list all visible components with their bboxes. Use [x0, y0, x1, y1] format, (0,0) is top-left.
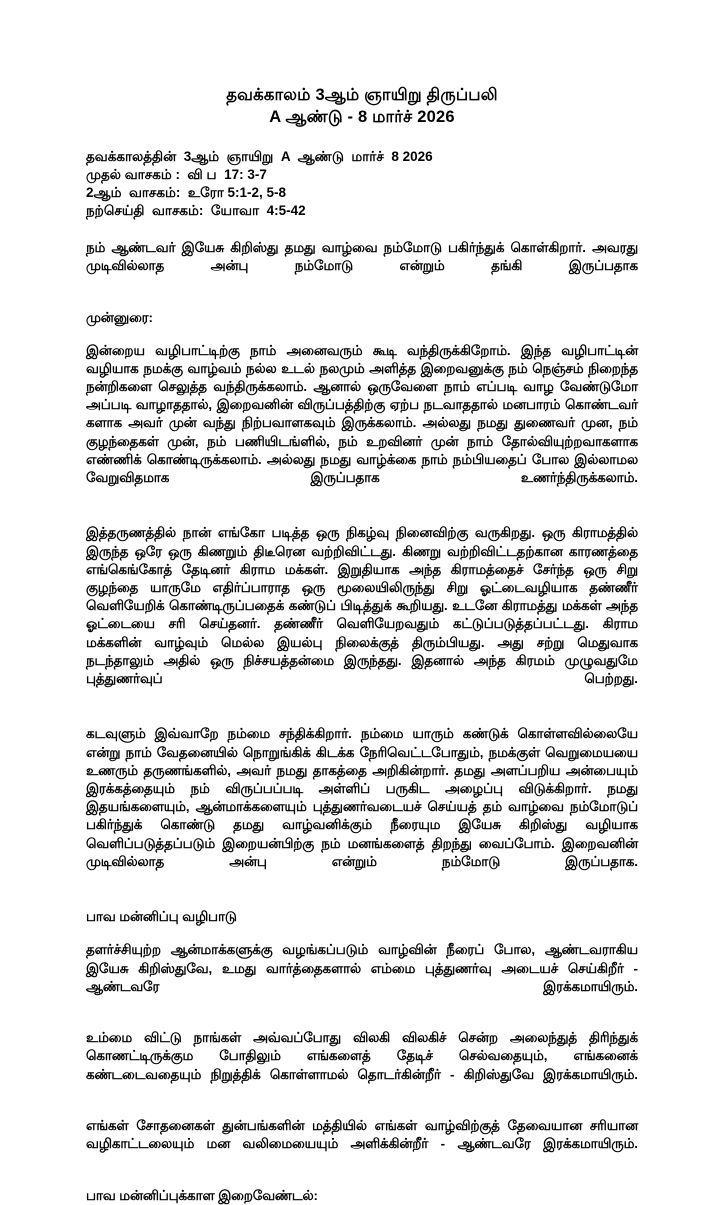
reflection-paragraph: கடவுளும் இவ்வாறே நம்மை சந்திக்கிறார். நம்மை யாரும் கண்டுக் கொள்ளவில்லையே என்று நாம் வேதனையில் நொறுங்கிக் கிடக்க நேரிவெட்டபோதும், நமக்குள் வெறுமையயை உணரும் தருணங்களில், அவர் நமது தாகத்தை அறிகின்றார். தமது அளப்பறிய அன்பையும் இரக்கத்தையும் நம் விருப்பப்படி அள்ளிப் பருகிட அழைப்பு விடுக்கிறார். நமது இதயங்களையும், ஆன்மாக்களையும் புத்துணர்வடையச் செய்யத் தம் வாழ்வை நம்மோடுப் பகிர்ந்துக் கொண்டு தமது வாழ்வனிக்கும் நீரையும இயேசு கிறிஸ்து வழியாக வெளிப்படுத்தப்படும் இறையன்பிற்கு நம் மனங்களைத் திறந்து வைப்போம். இறைவனின் முடிவில்லாத அன்பு என்றும் நம்மோடு இருப்பதாக.	[86, 726, 638, 869]
introduction-paragraph: இன்றைய வழிபாட்டிற்கு நாம் அனைவரும் கூடி வந்திருக்கிறோம். இந்த வழிபாட்டின் வழியாக நமக்கு வாழ்வம் நல்ல உடல் நலமும் அளித்த இறைவனுக்கு நம் நெஞ்சம் நிறைந்த நன்றிகளை செலுத்த வந்திருக்கலாம். ஆனால் ஒருவேளை நாம் எப்படி வாழ வேண்டுமோ அப்படி வாழாததால், இறைவனின் விருப்பத்திற்கு ஏற்ப நடவாததால் மனபாரம் கொண்டவர் களாக அவர் முன் வந்து நிற்பவாளகவும் இருக்கலாம். அல்லது நமது துணைவர் முன, நம் குழந்தைகள் முன், நம் பணியிடங்ளில், நம் உறவினர் முன் நாம் தோல்வியுற்றவாகளாக எண்ணிக் கொண்டிருக்கலாம். அல்லது நமது வாழ்க்கை நாம் நம்பியதைப் போல இல்லாமல வேறுவிதமாக இருப்பதாக உணர்ந்திருக்கலாம்.	[86, 342, 638, 486]
spacer	[86, 1102, 638, 1117]
spacer	[86, 706, 638, 725]
title-line-2: A ஆண்டு - 8 மார்ச் 2026	[269, 108, 455, 126]
spacer	[86, 327, 638, 342]
reference-season: தவக்காலத்தின் 3ஆம் ஞாயிறு A ஆண்டு மார்ச் 8 2026	[86, 149, 433, 164]
theme-statement: நம் ஆண்டவர் இயேசு கிறிஸ்து தமது வாழ்வை நம்மோடு பகிர்ந்துக் கொள்கிறார். அவரது முடிவில்லாத அன்பு நம்மோடு என்றும் தங்கி இருப்பதாக	[86, 240, 638, 274]
penitential-invocation-1: தளர்ச்சியுற்ற ஆன்மாக்களுக்கு வழங்கப்படும் வாழ்வின் நீரைப் போல, ஆண்டவராகிய இயேசு கிறிஸ்துவே, உமது வார்த்தைகளால் எம்மை புத்துணர்வு அடையச் செய்கிறீர் - ஆண்டவரே இரக்கமாயிரும்.	[86, 942, 638, 994]
spacer	[86, 505, 638, 524]
reference-second-reading: 2ஆம் வாசகம்: உரோ 5:1-2, 5-8	[86, 185, 287, 200]
spacer	[86, 1172, 638, 1187]
penitential-rite-heading: பாவ மன்னிப்பு வழிபாடு	[86, 909, 237, 925]
reference-first-reading: முதல் வாசகம் : வி ப 17: 3-7	[86, 167, 267, 182]
reference-gospel: நற்செய்தி வாசகம்: யோவா 4:5-42	[86, 203, 306, 218]
spacer	[86, 926, 638, 941]
penitential-prayer-heading: பாவ மன்னிப்புக்காள இறைவேண்டல்:	[86, 1187, 318, 1203]
introduction-heading: முன்னுரை:	[86, 309, 153, 325]
story-paragraph: இத்தருணத்தில் நான் எங்கோ படித்த ஒரு நிகழ்வு நினைவிற்கு வருகிறது. ஒரு கிராமத்தில் இருந்த ஒரே ஒரு கிணறும் திடீரென வற்றிவிட்டது. கிணறு வற்றிவிட்டதற்கான காரணத்தை எங்கெங்கோத் தேடினர் கிராம மக்கள். இறுதியாக அந்த கிராமத்தைச் சேர்ந்த ஒரு சிறு குழந்தை யாருமே எதிர்ப்பாராத ஒரு மூலையிலிருந்து சிறு ஓட்டைவழியாக தண்ணீர் வெளியேறிக் கொண்டிருப்பதைக் கண்டுப் பிடித்துக் கூறியது. உடனே கிராமத்து மக்கள் அந்த ஓட்டையை சரி செய்தனர். தண்ணீர் வெளியேறவதும் கட்டுப்படுத்தப்பட்டது. கிராம மக்களின் வாழ்வும் மெல்ல இயல்பு நிலைக்குத் திரும்பியது. அது சற்று மெதுவாக நடந்தாலும் அதில் ஒரு நிச்சயத்தன்மை இருந்தது. இதனால் அந்த கிரமம் முழுவதுமே புத்துணர்வுப் பெற்றது.	[86, 525, 638, 687]
page-title	[86, 0, 638, 128]
spacer	[86, 1014, 638, 1029]
spacer	[86, 294, 638, 309]
spacer	[86, 889, 638, 908]
title-line-1: தவக்காலம் 3ஆம் ஞாயிறு திருப்பலி	[226, 86, 498, 104]
scripture-references	[86, 148, 638, 220]
spacer	[86, 220, 638, 239]
penitential-invocation-2: உம்மை விட்டு நாங்கள் அவ்வப்போது விலகி விலகிச் சென்ற அலைந்துத் திரிந்துக் கொணட்டிருக்கும போதிலும் எங்களைத் தேடிச் செல்வதையும், எங்கனைக் கண்டடைவதையும் நிறுத்திக் கொள்ளாமல் தொடர்கின்றீர் - கிறிஸ்துவே இரக்கமாயிரும்.	[86, 1030, 638, 1082]
penitential-invocation-3: எங்கள் சோதனைகள் துன்பங்களின் மத்தியில் எங்கள் வாழ்விற்குத் தேவையான சரியான வழிகாட்டலையும் மன வலிமையையும் அளிக்கின்றீர் - ஆண்டவரே இரக்கமாயிரும்.	[86, 1117, 638, 1152]
